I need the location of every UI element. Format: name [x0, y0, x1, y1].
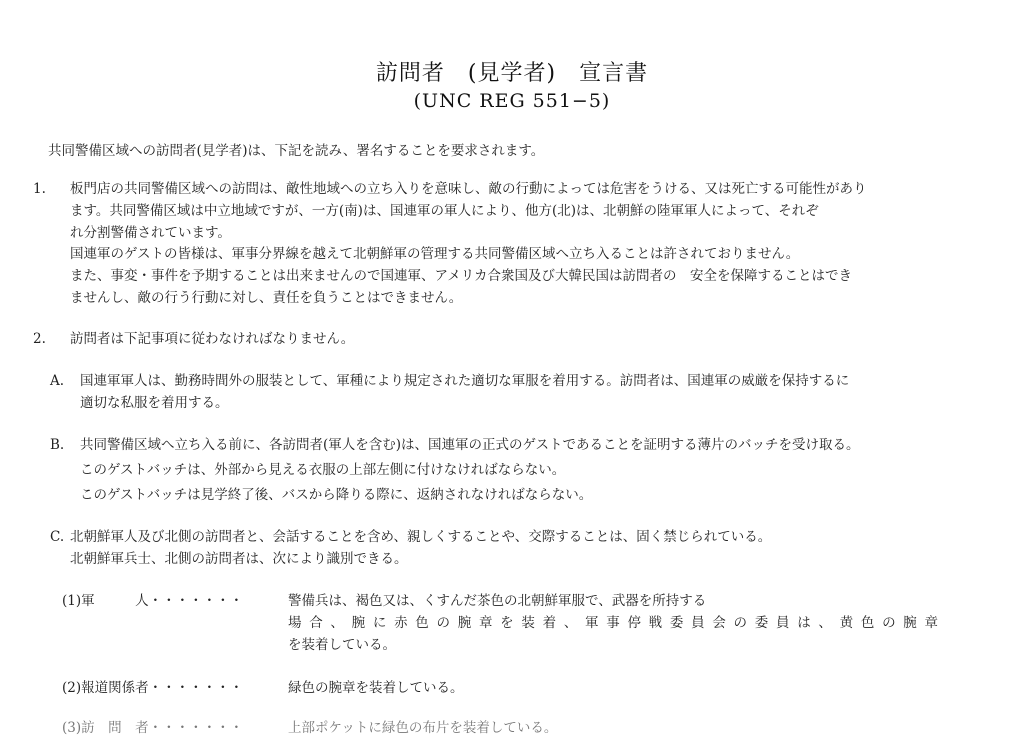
item-a-line: 適切な私服を着用する。: [80, 395, 229, 411]
section-1-line: れ分割警備されています。: [70, 225, 231, 241]
identifier-text: 緑色の腕章を装着している。: [288, 680, 464, 696]
section-1-line: ませんし、敵の行う行動に対し、責任を負うことはできません。: [70, 290, 463, 306]
item-b-line: 共同警備区域へ立ち入る前に、各訪問者(軍人を含む)は、国連軍の正式のゲストであることを証明する薄片のバッチを受け取る。: [80, 437, 860, 453]
item-b-line: このゲストバッチは見学終了後、バスから降りる際に、返納されなければならない。: [80, 487, 593, 503]
identifier-label: (3)訪 問 者・・・・・・・: [62, 720, 244, 736]
identifier-text: 場合、腕に赤色の腕章を装着、軍事停戦委員会の委員は、黄色の腕章: [288, 615, 938, 631]
identifier-label: (1)軍 人・・・・・・・: [62, 593, 244, 609]
section-1-number: 1.: [33, 181, 46, 197]
section-1-line: また、事変・事件を予期することは出来ませんので国連軍、アメリカ合衆国及び大韓民国は訪問者の 安全を保障することはでき: [70, 268, 853, 284]
item-c-line: 北朝鮮軍兵士、北側の訪問者は、次により識別できる。: [70, 551, 408, 567]
identifier-text: を装着している。: [288, 637, 396, 653]
item-b-line: このゲストバッチは、外部から見える衣服の上部左側に付けなければならない。: [80, 462, 566, 478]
item-a-letter: A.: [50, 373, 65, 389]
section-2-number: 2.: [33, 331, 46, 347]
identifier-label: (2)報道関係者・・・・・・・: [62, 680, 244, 696]
intro-text: 共同警備区域への訪問者(見学者)は、下記を読み、署名することを要求されます。: [48, 143, 545, 159]
section-1-line: 板門店の共同警備区域への訪問は、敵性地域への立ち入りを意味し、敵の行動によっては危害をうける、又は死亡する可能性があり: [70, 181, 867, 197]
document-title: 訪問者 (見学者) 宣言書: [375, 61, 649, 86]
item-a-line: 国連軍軍人は、勤務時間外の服装として、軍種により規定された適切な軍服を着用する。訪問者は、国連軍の威厳を保持するに: [80, 373, 850, 389]
item-c-line: 北朝鮮軍人及び北側の訪問者と、会話することを含め、親しくすることや、交際することは、固く禁じられている。: [70, 529, 772, 545]
item-b-letter: B.: [50, 437, 65, 453]
identifier-text: 上部ポケットに緑色の布片を装着している。: [288, 720, 558, 736]
item-c-letter: C.: [50, 529, 65, 545]
section-1-line: ます。共同警備区域は中立地域ですが、一方(南)は、国連軍の軍人により、他方(北)は、北朝鮮の陸軍軍人によって、それぞ: [70, 203, 819, 219]
section-2-heading: 訪問者は下記事項に従わなければなりません。: [70, 331, 355, 347]
identifier-text: 警備兵は、褐色又は、くすんだ茶色の北朝鮮軍服で、武器を所持する: [288, 593, 707, 609]
section-1-line: 国連軍のゲストの皆様は、軍事分界線を越えて北朝鮮軍の管理する共同警備区域へ立ち入ることは許されておりません。: [70, 246, 800, 262]
document-subtitle: (UNC REG 551−5): [413, 90, 611, 112]
